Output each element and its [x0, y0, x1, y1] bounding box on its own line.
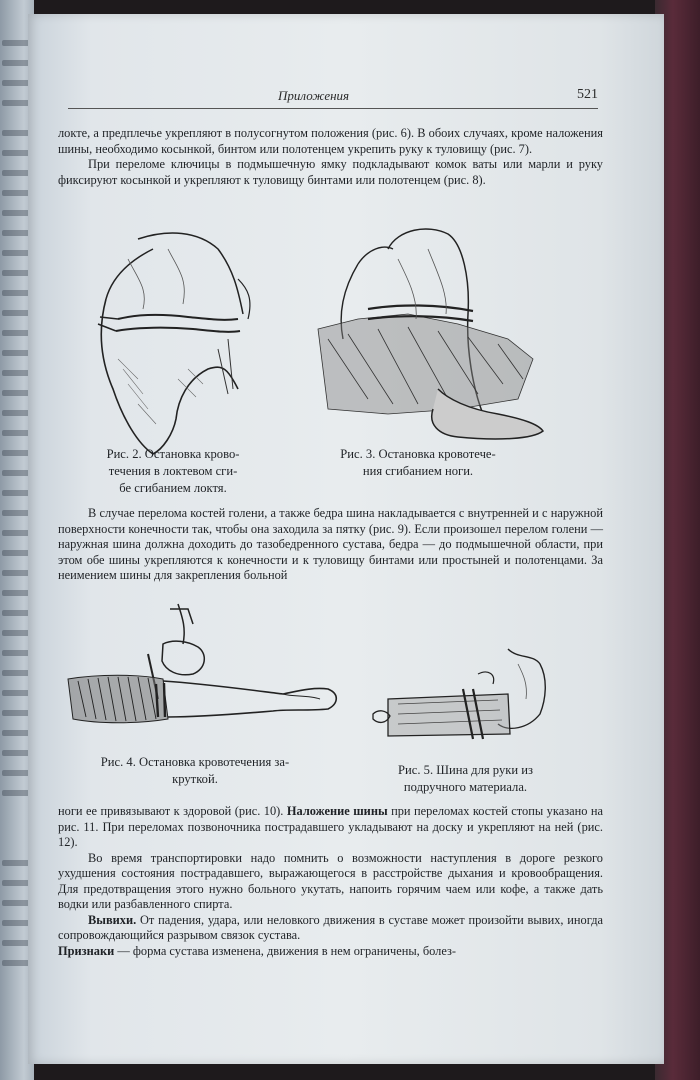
- caption-line: ния сгибанием ноги.: [362, 464, 474, 478]
- figure-3-leg-illustration: [298, 219, 553, 444]
- text-run: От падения, удара, или неловкого движения в суставе может произойти вывих, иногда сопровождающийся разрывом связок сустава.: [58, 912, 603, 942]
- paragraph: [58, 804, 603, 851]
- figure-4-caption: [50, 754, 340, 788]
- caption-line: Рис. 4. Остановка кровотечения за-: [100, 755, 290, 769]
- paragraph: [58, 913, 603, 944]
- text-run: — форма сустава изменена, движения в нем ограничены, болез-: [114, 943, 457, 958]
- text-run: ноги ее привязывают к здоровой (рис. 10).: [58, 804, 287, 818]
- caption-line: Рис. 5. Шина для руки из: [398, 763, 533, 777]
- paragraph: При переломе ключицы в подмышечную ямку подкладывают комок ваты или марли и руку фиксируют косынкой и укрепляют к туловищу бинтами или полотенцем (рис. 8).: [58, 157, 603, 187]
- paragraph: [58, 944, 603, 960]
- caption-line: бе сгибанием локтя.: [119, 481, 227, 495]
- text-block-top: [58, 126, 603, 188]
- paragraph: В случае перелома костей голени, а также бедра шина накладывается с внутренней и с наружной поверхности конечности так, чтобы она заходила за пятку (рис. 9). Если произошел перелом голени — наружная шина должна доходить до тазобедренного сустава, бедра — до подмышечной области, при этом обе шины укрепляются к конечности и к туловищу бинтами или простыней и полотенцами. За неимением шины для закрепления больной: [58, 506, 603, 582]
- paragraph: Во время транспортировки надо помнить о возможности наступления в дороге резкого ухудшения состояния пострадавшего, выражающегося в расстройстве дыхания и кровообращения. Для предотвращения этого нужно больного укутать, напоить горячим чаем или кофе, а также дать водки или разбавленного спирта.: [58, 850, 603, 911]
- caption-line: течения в локтевом сги-: [108, 464, 238, 478]
- figure-4-tourniquet-illustration: [58, 599, 348, 749]
- book-page: [28, 14, 664, 1064]
- caption-line: Рис. 3. Остановка кровотече-: [340, 447, 496, 461]
- page-number: 521: [577, 87, 598, 102]
- caption-line: Рис. 2. Остановка крово-: [106, 447, 240, 461]
- text-run: при переломах костей стопы указано на рис. 11. При переломах позвоночника пострадавшего укладывают на доску и укрепляют на ней (рис. 12).: [58, 804, 604, 849]
- caption-line: подручного материала.: [403, 780, 528, 794]
- text-block-bottom: [58, 804, 603, 959]
- figure-3-caption: [298, 446, 538, 480]
- figure-5-splint-illustration: [368, 644, 568, 749]
- figure-2-elbow-illustration: [78, 219, 268, 459]
- bold-term: Признаки: [58, 943, 115, 958]
- bold-term: Наложение шины: [286, 804, 388, 818]
- text-block-middle: [58, 506, 603, 584]
- page-header: [68, 86, 598, 109]
- caption-line: круткой.: [172, 772, 218, 786]
- bold-term: Вывихи.: [88, 912, 137, 927]
- running-title: Приложения: [278, 88, 350, 103]
- figure-5-caption: [358, 762, 573, 796]
- paragraph: локте, а предплечье укрепляют в полусогнутом положения (рис. 6). В обоих случаях, кроме наложения шины, необходимо косынкой, бинтом или полотенцем укрепить руку к туловищу (рис. 7).: [58, 126, 603, 156]
- figure-2-caption: [68, 446, 278, 497]
